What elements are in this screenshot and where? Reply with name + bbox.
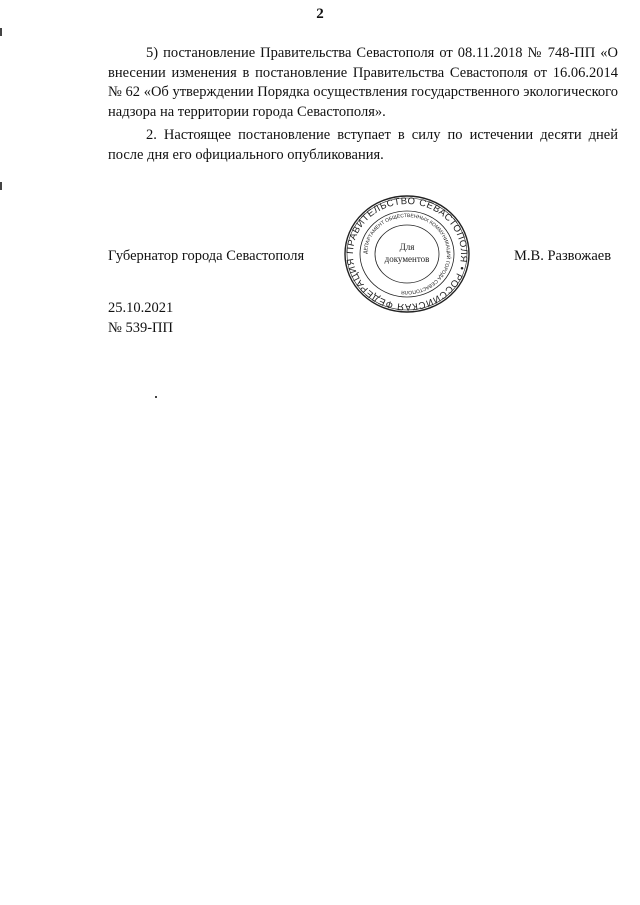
page-number: 2 xyxy=(316,6,324,22)
seal-inner-text: ДЕПАРТАМЕНТ ОБЩЕСТВЕННЫХ КОММУНИКАЦИЙ ГОРОДА СЕВАСТОПОЛЯ xyxy=(362,212,452,296)
official-seal xyxy=(342,192,472,317)
seal-center-line2: документов xyxy=(384,254,430,264)
signatory-name: М.В. Развожаев xyxy=(514,248,612,264)
document-date: 25.10.2021 xyxy=(108,300,174,316)
document-number: № 539-ПП xyxy=(108,320,173,336)
paragraph-effective-date: 2. Настоящее постановление вступает в силу по истечении десяти дней после дня его официального опубликования. xyxy=(108,127,618,163)
seal-center-line1: Для xyxy=(399,242,415,252)
paragraph-item-5: 5) постановление Правительства Севастополя от 08.11.2018 № 748-ПП «О внесении изменения в постановление Правительства Севастополя от 16.06.2014 № 62 «Об утверждении Порядка осуществления государственного экологического надзора на территории города Севастополя». xyxy=(108,45,618,120)
document-body xyxy=(108,44,618,165)
seal-outer-text: ПРАВИТЕЛЬСТВО СЕВАСТОПОЛЯ • РОССИЙСКАЯ ФЕДЕРАЦИЯ xyxy=(344,195,470,313)
scan-mark xyxy=(0,28,2,36)
signatory-position: Губернатор города Севастополя xyxy=(108,248,305,264)
scan-mark xyxy=(155,396,157,398)
scan-mark xyxy=(0,182,2,190)
